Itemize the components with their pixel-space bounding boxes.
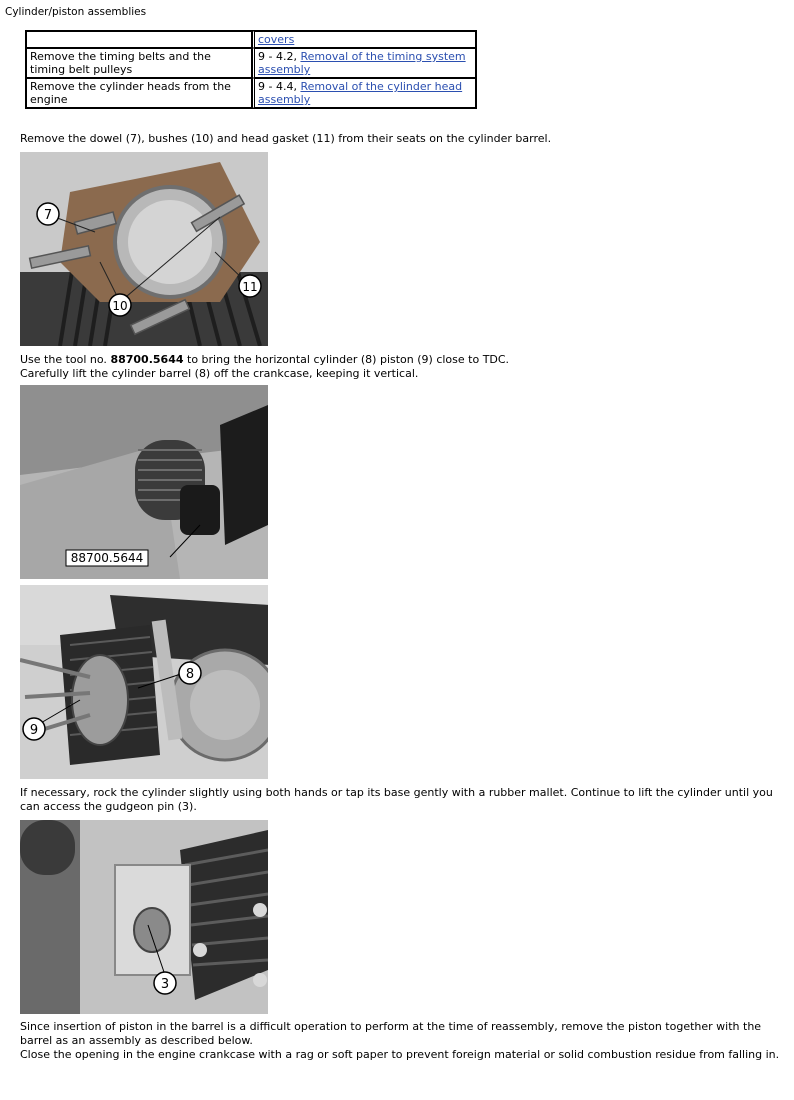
callout-3-label: 3 <box>160 977 170 992</box>
callout-9-label: 9 <box>29 723 39 738</box>
callout-10-label: 10 <box>112 299 128 313</box>
instruction-bring-to-tdc <box>20 353 780 381</box>
instruction-close-crankcase: Close the opening in the engine crankcase with a rag or soft paper to prevent foreign material or solid combustion residue from falling in. <box>20 1048 780 1061</box>
timing-system-removal-link[interactable]: Removal of the timing system assembly <box>258 50 466 76</box>
callout-7-label: 7 <box>43 208 53 223</box>
cylinder-barrel-top-photo <box>20 152 268 346</box>
instruction-lift-barrel: Carefully lift the cylinder barrel (8) off the crankcase, keeping it vertical. <box>20 367 419 380</box>
step-action-cell <box>26 31 252 48</box>
reference-prefix: 9 - 4.4, <box>258 80 301 93</box>
procedure-steps-table <box>25 30 477 109</box>
covers-link[interactable]: covers <box>258 33 295 46</box>
step-reference-cell <box>252 31 476 48</box>
table-row <box>26 48 476 78</box>
instruction-dowel-removal: Remove the dowel (7), bushes (10) and head gasket (11) from their seats on the cylinder barrel. <box>20 132 552 145</box>
reference-prefix: 9 - 4.2, <box>258 50 301 63</box>
table-row <box>26 31 476 48</box>
gudgeon-pin-photo <box>20 820 268 1014</box>
page-header-title: Cylinder/piston assemblies <box>5 6 147 18</box>
step-action-cell: Remove the cylinder heads from the engine <box>26 78 252 108</box>
callout-8-label: 8 <box>185 667 195 682</box>
instruction-text: to bring the horizontal cylinder (8) piston (9) close to TDC. <box>183 353 510 366</box>
tool-number-label: 88700.5644 <box>70 551 144 565</box>
step-action-cell: Remove the timing belts and the timing belt pulleys <box>26 48 252 78</box>
cylinder-piston-photo <box>20 585 268 779</box>
callout-11-label: 11 <box>242 280 258 294</box>
table-row <box>26 78 476 108</box>
cylinder-head-removal-link[interactable]: Removal of the cylinder head assembly <box>258 80 463 106</box>
step-reference-cell <box>252 48 476 78</box>
instruction-text: Since insertion of piston in the barrel is a difficult operation to perform at the time of reassembly, remove the piston together with the barrel as an assembly as described below. <box>20 1020 762 1047</box>
instruction-text: Use the tool no. <box>20 353 111 366</box>
tool-on-crankcase-photo <box>20 385 268 579</box>
tool-number: 88700.5644 <box>110 353 184 366</box>
step-reference-cell <box>252 78 476 108</box>
instruction-remove-piston <box>20 1020 780 1062</box>
instruction-rock-cylinder: If necessary, rock the cylinder slightly using both hands or tap its base gently with a rubber mallet. Continue to lift the cylinder until you can access the gudgeon pin (3). <box>20 786 773 813</box>
